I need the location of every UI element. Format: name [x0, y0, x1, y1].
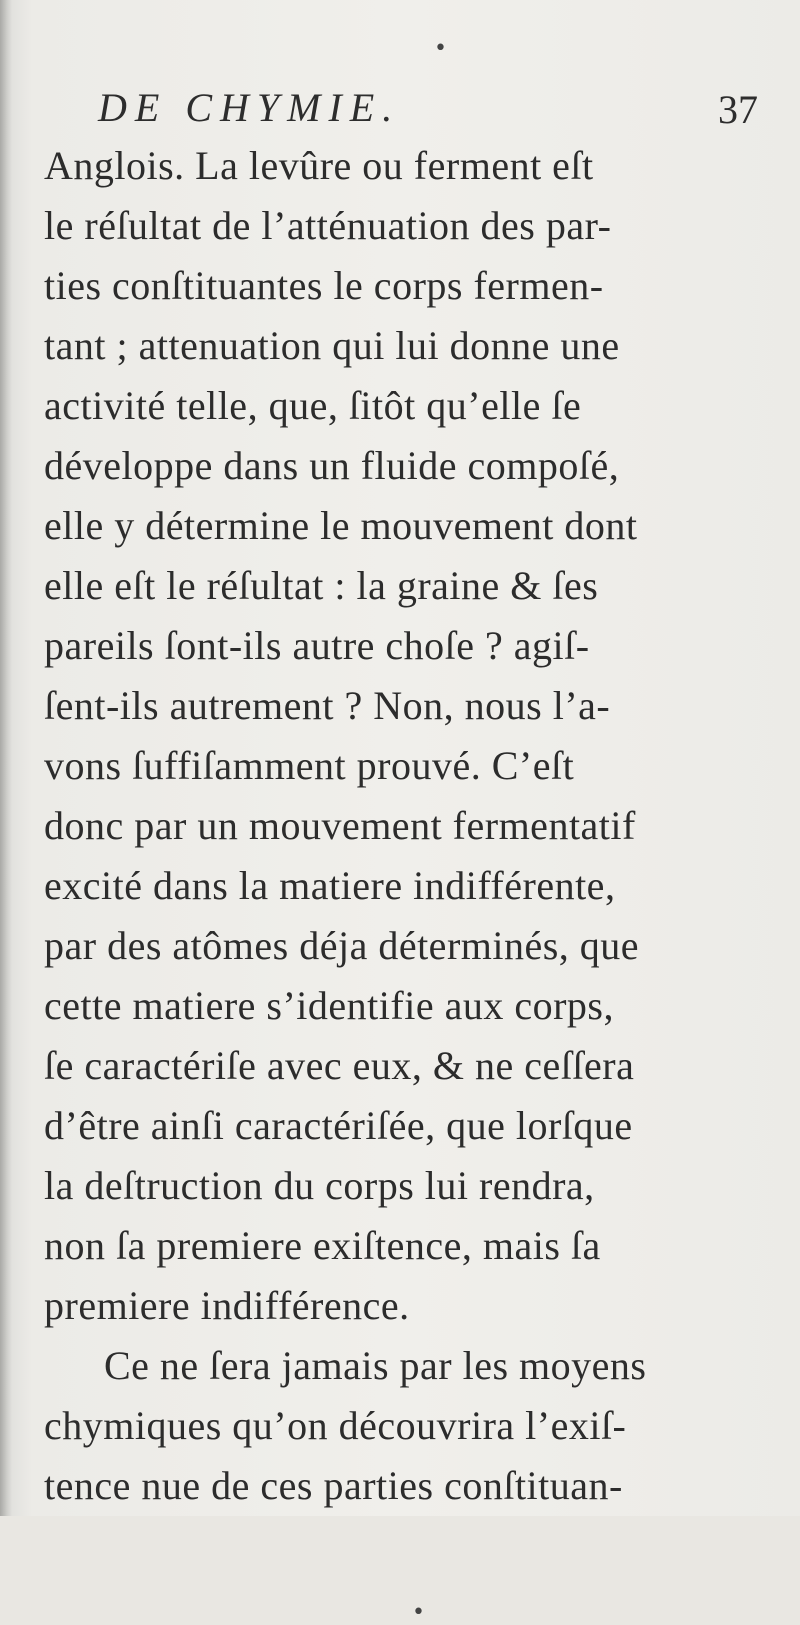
text-line: d’être ainſi caractériſée, que lorſque: [44, 1103, 633, 1148]
text-line: Anglois. La levûre ou ferment eſt: [44, 143, 594, 188]
text-line: activité telle, que, ſitôt qu’elle ſe: [44, 383, 582, 428]
text-line: la deſtruction du corps lui rendra,: [44, 1163, 595, 1208]
text-line: ſe caractériſe avec eux, & ne ceſſera: [44, 1043, 635, 1088]
text-line: non ſa premiere exiſtence, mais ſa: [44, 1223, 601, 1268]
text-line: tant ; attenuation qui lui donne une: [44, 323, 620, 368]
running-title: DE CHYMIE.: [98, 85, 401, 130]
text-line-indented: Ce ne ſera jamais par les moyens: [104, 1343, 647, 1388]
text-line: le réſultat de l’atténuation des par-: [44, 203, 612, 248]
text-line: cette matiere s’identifie aux corps,: [44, 983, 614, 1028]
page-header: [98, 84, 758, 144]
text-line: chymiques qu’on découvrira l’exiſ-: [44, 1403, 627, 1448]
text-line: tence nue de ces parties conſtituan-: [44, 1463, 623, 1508]
body-text: [44, 136, 764, 1516]
text-line: donc par un mouvement fermentatif: [44, 803, 636, 848]
text-line: excité dans la matiere indifférente,: [44, 863, 616, 908]
text-line: développe dans un fluide compoſé,: [44, 443, 620, 488]
page-number: 37: [718, 87, 758, 132]
text-line: vons ſuffiſamment prouvé. C’eſt: [44, 743, 575, 788]
text-line: ſent-ils autrement ? Non, nous l’a-: [44, 683, 611, 728]
ink-speck: •: [434, 36, 447, 61]
text-line: elle y détermine le mouvement dont: [44, 503, 638, 548]
ink-speck: •: [412, 1600, 425, 1625]
text-line: premiere indifférence.: [44, 1283, 410, 1328]
text-line: elle eſt le réſultat : la graine & ſes: [44, 563, 599, 608]
page-edge-shadow: [0, 0, 12, 1516]
text-line: pareils ſont-ils autre choſe ? agiſ-: [44, 623, 590, 668]
text-line: par des atômes déja déterminés, que: [44, 923, 640, 968]
text-line: ties conſtituantes le corps fermen-: [44, 263, 604, 308]
